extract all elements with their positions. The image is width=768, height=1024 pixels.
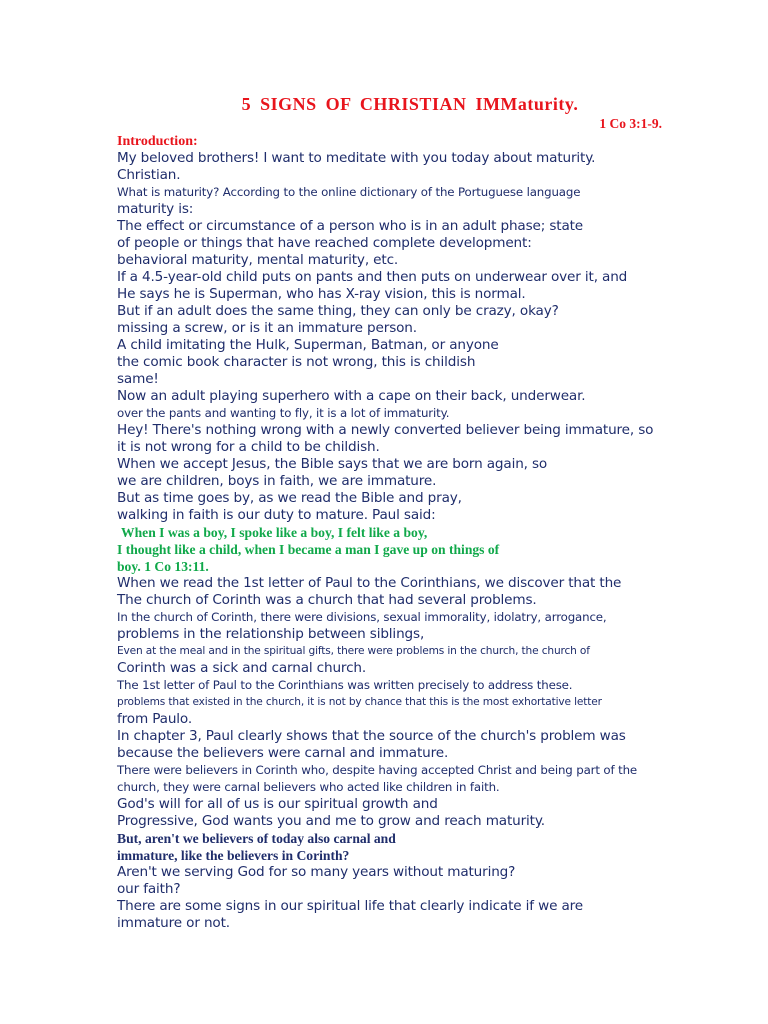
- body-line: we are children, boys in faith, we are immature.: [117, 473, 437, 489]
- body-line: maturity is:: [117, 201, 194, 217]
- body-line: He says he is Superman, who has X-ray vision, this is normal.: [117, 286, 526, 302]
- body-line: same!: [117, 371, 159, 387]
- body-line: the comic book character is not wrong, this is childish: [117, 354, 476, 370]
- body-line: If a 4.5-year-old child puts on pants and then puts on underwear over it, and: [117, 269, 628, 285]
- body-line: walking in faith is our duty to mature. Paul said:: [117, 507, 436, 523]
- body-line: The church of Corinth was a church that had several problems.: [117, 592, 537, 608]
- body-line: from Paulo.: [117, 711, 193, 727]
- body-line: Hey! There's nothing wrong with a newly converted believer being immature, so: [117, 422, 654, 438]
- body-line: because the believers were carnal and immature.: [117, 745, 449, 761]
- quote-line: When I was a boy, I spoke like a boy, I felt like a boy,: [121, 525, 428, 540]
- body-line: When we read the 1st letter of Paul to the Corinthians, we discover that the: [117, 575, 622, 591]
- body-line: Progressive, God wants you and me to grow and reach maturity.: [117, 813, 545, 829]
- body-line: God's will for all of us is our spiritual growth and: [117, 796, 438, 812]
- body-line: My beloved brothers! I want to meditate with you today about maturity.: [117, 150, 596, 166]
- body-line: problems in the relationship between siblings,: [117, 626, 425, 642]
- body-line: The effect or circumstance of a person who is in an adult phase; state: [117, 218, 584, 234]
- body-line: When we accept Jesus, the Bible says that we are born again, so: [117, 456, 548, 472]
- intro-heading: Introduction:: [117, 134, 198, 149]
- question-line: immature, like the believers in Corinth?: [117, 848, 350, 863]
- body-line: What is maturity? According to the online dictionary of the Portuguese language: [117, 185, 581, 199]
- body-line: over the pants and wanting to fly, it is a lot of immaturity.: [117, 406, 450, 420]
- body-lines: [117, 150, 737, 932]
- body-line: The 1st letter of Paul to the Corinthians was written precisely to address these.: [117, 678, 573, 692]
- body-line: But as time goes by, as we read the Bible and pray,: [117, 490, 462, 506]
- body-line: immature or not.: [117, 915, 230, 931]
- body-line: In chapter 3, Paul clearly shows that the source of the church's problem was: [117, 728, 626, 744]
- body-line: In the church of Corinth, there were divisions, sexual immorality, idolatry, arrogance,: [117, 610, 607, 624]
- document-title: 5 SIGNS OF CHRISTIAN IMMaturity.: [241, 94, 579, 114]
- body-line: A child imitating the Hulk, Superman, Batman, or anyone: [117, 337, 499, 353]
- body-line: There were believers in Corinth who, despite having accepted Christ and being part of the: [117, 763, 638, 777]
- body-line: problems that existed in the church, it is not by chance that this is the most exhortative letter: [117, 696, 602, 708]
- body-line: it is not wrong for a child to be childish.: [117, 439, 380, 455]
- body-line: Christian.: [117, 167, 181, 183]
- body-line: Even at the meal and in the spiritual gifts, there were problems in the church, the church of: [117, 645, 590, 657]
- scripture-reference: 1 Co 3:1-9.: [599, 116, 662, 131]
- body-line: Corinth was a sick and carnal church.: [117, 660, 367, 676]
- body-line: behavioral maturity, mental maturity, etc.: [117, 252, 399, 268]
- document-body: [117, 133, 737, 932]
- body-line: But if an adult does the same thing, they can only be crazy, okay?: [117, 303, 559, 319]
- body-line: our faith?: [117, 881, 181, 897]
- body-line: There are some signs in our spiritual life that clearly indicate if we are: [117, 898, 583, 914]
- body-line: Now an adult playing superhero with a cape on their back, underwear.: [117, 388, 586, 404]
- quote-line: boy. 1 Co 13:11.: [117, 559, 209, 574]
- body-line: of people or things that have reached complete development:: [117, 235, 532, 251]
- body-line: Aren't we serving God for so many years without maturing?: [117, 864, 516, 880]
- quote-line: I thought like a child, when I became a man I gave up on things of: [117, 542, 500, 557]
- body-line: missing a screw, or is it an immature person.: [117, 320, 417, 336]
- body-line: church, they were carnal believers who acted like children in faith.: [117, 780, 500, 794]
- question-line: But, aren't we believers of today also carnal and: [117, 831, 396, 846]
